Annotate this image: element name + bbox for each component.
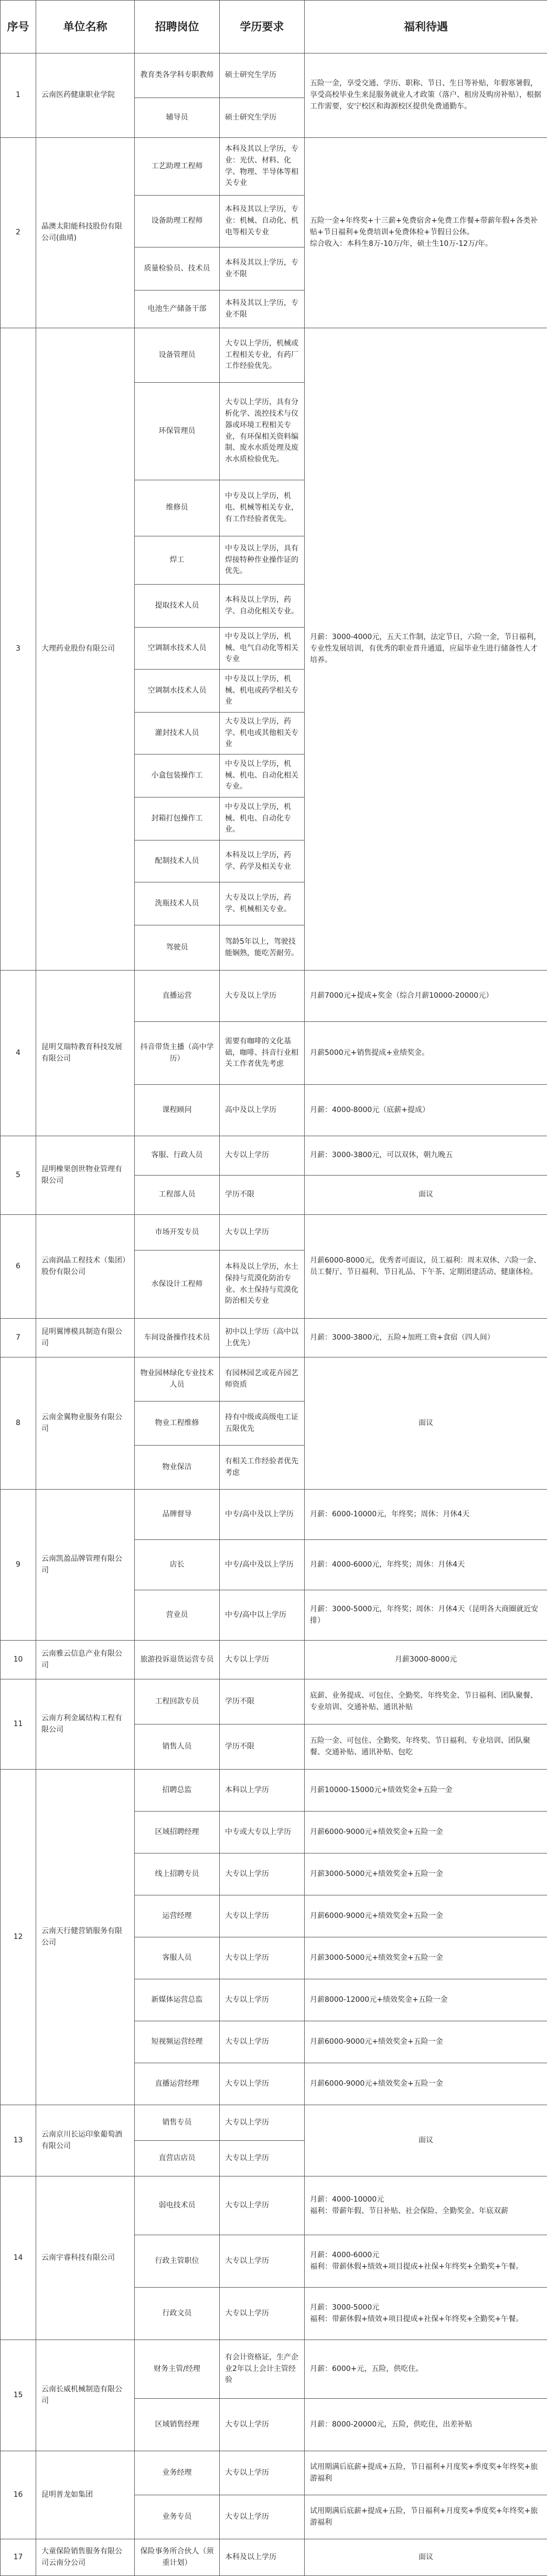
compensation: 月薪：3000-5000元 福利：带薪休假+绩效+项目提成+社保+年终奖+全勤奖+午餐。 <box>305 2288 547 2340</box>
education-requirement: 本科及其以上学历，专业不限 <box>220 290 305 328</box>
benefits: 月薪：3000-3800元，五险+加班工资+食宿（四人间） <box>305 1319 547 1357</box>
education-requirement: 大专及以上学历，药学、机电或其他相关专业 <box>220 713 305 755</box>
company-name: 大理药业股份有限公司 <box>36 328 135 971</box>
company-name: 大童保险销售服务有限公司云南分公司 <box>36 2539 135 2576</box>
position-title: 质量检验员、技术员 <box>135 247 220 290</box>
education-requirement: 初中以上学历（高中以上优先） <box>220 1319 305 1357</box>
compensation: 月薪：6000-10000元，年终奖；周休：月休4天 <box>305 1490 547 1540</box>
education-requirement: 学历不限 <box>220 1176 305 1215</box>
position-title: 辅导员 <box>135 98 220 138</box>
education-requirement: 驾龄5年以上，驾驶技能娴熟，能吃苦耐劳。 <box>220 925 305 971</box>
table-row <box>1 2539 547 2576</box>
compensation: 面议 <box>305 1176 547 1215</box>
position-title: 旅游投诉退货运营专员 <box>135 1641 220 1679</box>
compensation: 月薪：3000-5000元，年终奖；周休：月休4天（昆明各大商圈就近安排） <box>305 1590 547 1641</box>
education-requirement: 大专以上学历 <box>220 2399 305 2451</box>
compensation: 月薪：8000-20000元，五险，供吃住，出差补贴 <box>305 2399 547 2451</box>
company-name: 云南方利金属结构工程有限公司 <box>36 1679 135 1770</box>
education-requirement: 大专以上学历 <box>220 2141 305 2176</box>
header-benefits: 福利待遇 <box>305 1 547 53</box>
header-education: 学历要求 <box>220 1 305 53</box>
position-title: 财务主管/经理 <box>135 2340 220 2399</box>
position-title: 物业保洁 <box>135 1446 220 1490</box>
education-requirement: 大专以上学历 <box>220 1853 305 1895</box>
position-title: 教育类各学科专职教师 <box>135 53 220 98</box>
education-requirement: 大专以上学历 <box>220 1215 305 1251</box>
education-requirement: 中专及以上学历，机械、机电、自动化专业。 <box>220 797 305 840</box>
position-title: 直播运营经理 <box>135 2063 220 2105</box>
row-number: 8 <box>1 1357 36 1490</box>
education-requirement: 大专以上学历 <box>220 1937 305 1979</box>
position-title: 物业园林绿化专业技术人员 <box>135 1357 220 1402</box>
education-requirement: 大专以上学历 <box>220 2495 305 2539</box>
row-number: 10 <box>1 1641 36 1679</box>
position-title: 配制技术人员 <box>135 840 220 882</box>
education-requirement: 本科及其以上学历，专业不限 <box>220 247 305 290</box>
compensation: 底薪、业务提成、可包住、全勤奖、年终奖金、节日福利、团队聚餐、专业培训、交通补贴、通讯补贴 <box>305 1679 547 1724</box>
row-number: 6 <box>1 1215 36 1319</box>
table-row <box>1 1490 547 1540</box>
row-number: 13 <box>1 2105 36 2176</box>
company-name: 云南宇睿科技有限公司 <box>36 2176 135 2340</box>
position-title: 客服人员 <box>135 1937 220 1979</box>
position-title: 抖音带货主播（高中学历） <box>135 1022 220 1085</box>
table-row <box>1 1215 547 1251</box>
position-title: 新媒体运营总监 <box>135 1979 220 2021</box>
compensation: 月薪5000元+销售提成+业绩奖金。 <box>305 1022 547 1085</box>
position-title: 业务专员 <box>135 2495 220 2539</box>
education-requirement: 大专以上学历 <box>220 1979 305 2021</box>
table-row <box>1 1679 547 1724</box>
education-requirement: 大专以上学历，具有分析化学、流控技术与仪器或环境工程相关专业，有环保相关资料编制、废水水质处理及废水水质检验优先。 <box>220 383 305 480</box>
education-requirement: 大专以上学历 <box>220 1641 305 1679</box>
company-name: 云南天行健营销服务有限公司 <box>36 1770 135 2105</box>
position-title: 区域招聘经理 <box>135 1812 220 1853</box>
company-name: 昆明普龙如集团 <box>36 2451 135 2539</box>
education-requirement: 中专及以上学历，机电、机械等相关专业，有工作经验者优先。 <box>220 480 305 536</box>
education-requirement: 学历不限 <box>220 1724 305 1770</box>
compensation: 月薪6000-9000元+绩效奖金+五险一金 <box>305 2021 547 2063</box>
position-title: 销售人员 <box>135 1724 220 1770</box>
table-row <box>1 2340 547 2399</box>
table-row <box>1 2105 547 2141</box>
position-title: 驾驶员 <box>135 925 220 971</box>
row-number: 3 <box>1 328 36 971</box>
education-requirement: 大专以上学历 <box>220 2235 305 2288</box>
education-requirement: 本科及其以上学历，专业：机械、自动化、机电等相关专业 <box>220 196 305 247</box>
benefits: 五险一金+年终奖+十三薪+免费宿舍+免费工作餐+带薪年假+各类补贴+节日福利+免费培训+免费体检+节假日公休。 综合收入：本科生8万-10万/年，硕士生10万-12万/年。 <box>305 138 547 328</box>
table-row <box>1 328 547 383</box>
position-title: 销售专员 <box>135 2105 220 2141</box>
position-title: 品牌督导 <box>135 1490 220 1540</box>
benefits: 月薪3000-8000元 <box>305 1641 547 1679</box>
position-title: 工艺助理工程师 <box>135 138 220 196</box>
position-title: 短视频运营经理 <box>135 2021 220 2063</box>
company-name: 晶澳太阳能科技股份有限公司(曲靖) <box>36 138 135 328</box>
education-requirement: 大专以上学历 <box>220 2451 305 2495</box>
education-requirement: 有园林园艺或花卉园艺师资质 <box>220 1357 305 1402</box>
compensation: 月薪8000-12000元+绩效奖金+五险一金 <box>305 1979 547 2021</box>
table-row <box>1 2451 547 2495</box>
company-name: 昆明翼博模具制造有限公司 <box>36 1319 135 1357</box>
position-title: 行政文员 <box>135 2288 220 2340</box>
education-requirement: 高中及以上学历 <box>220 1085 305 1136</box>
education-requirement: 大专及以上学历 <box>220 971 305 1022</box>
education-requirement: 本科及以上学历，药学、药学及相关专业 <box>220 840 305 882</box>
education-requirement: 中专/高中及以上学历 <box>220 1490 305 1540</box>
position-title: 工程部人员 <box>135 1176 220 1215</box>
table-row <box>1 971 547 1022</box>
table-row <box>1 1319 547 1357</box>
position-title: 焊工 <box>135 536 220 585</box>
compensation: 月薪：3000-3800元，可以双休，朝九晚五 <box>305 1136 547 1176</box>
table-row <box>1 1357 547 1402</box>
position-title: 工程回款专员 <box>135 1679 220 1724</box>
table-header-row <box>1 1 547 53</box>
company-name: 云南长威机械制造有限公司 <box>36 2340 135 2451</box>
header-position: 招聘岗位 <box>135 1 220 53</box>
position-title: 运营经理 <box>135 1895 220 1937</box>
education-requirement: 中专及以上学历，机械、机电、自动化相关专业。 <box>220 755 305 797</box>
education-requirement: 本科及以上学历，水土保持与荒漠化防治专业、水土保持与荒漠化防治相关专业 <box>220 1251 305 1319</box>
header-company: 单位名称 <box>36 1 135 53</box>
position-title: 营业员 <box>135 1590 220 1641</box>
position-title: 招聘总监 <box>135 1770 220 1812</box>
position-title: 封箱打包操作工 <box>135 797 220 840</box>
position-title: 灌封技术人员 <box>135 713 220 755</box>
row-number: 11 <box>1 1679 36 1770</box>
position-title: 设备管理员 <box>135 328 220 383</box>
compensation: 月薪10000-15000元+绩效奖金+五险一金 <box>305 1770 547 1812</box>
compensation: 五险一金、可包住、全勤奖、年终奖、节日福利、专业培训、团队聚餐、交通补贴、通讯补贴、包吃 <box>305 1724 547 1770</box>
compensation: 月薪7000元+提成+奖金（综合月薪10000-20000元） <box>305 971 547 1022</box>
education-requirement: 大专以上学历 <box>220 2176 305 2235</box>
row-number: 15 <box>1 2340 36 2451</box>
row-number: 9 <box>1 1490 36 1641</box>
education-requirement: 学历不限 <box>220 1679 305 1724</box>
education-requirement: 大专及以上学历，药学、机械相关专业。 <box>220 882 305 925</box>
education-requirement: 大专以上学历，机械或工程相关专业，有药厂工作经验优先。 <box>220 328 305 383</box>
position-title: 店长 <box>135 1540 220 1590</box>
row-number: 7 <box>1 1319 36 1357</box>
row-number: 1 <box>1 53 36 138</box>
position-title: 区域销售经理 <box>135 2399 220 2451</box>
education-requirement: 硕士研究生学历 <box>220 53 305 98</box>
compensation: 月薪6000-9000元+绩效奖金+五险一金 <box>305 1812 547 1853</box>
table-body <box>1 53 547 2576</box>
education-requirement: 大专以上学历 <box>220 1136 305 1176</box>
benefits: 面议 <box>305 2539 547 2576</box>
row-number: 14 <box>1 2176 36 2340</box>
company-name: 云南医药健康职业学院 <box>36 53 135 138</box>
position-title: 小盒包装操作工 <box>135 755 220 797</box>
education-requirement: 大专以上学历 <box>220 2021 305 2063</box>
education-requirement: 中专及以上学历，机械、机电或药学相关专业 <box>220 670 305 713</box>
education-requirement: 中专/高中及以上学历 <box>220 1540 305 1590</box>
position-title: 物业工程维修 <box>135 1402 220 1446</box>
benefits: 五险一金，享受交通、学历、职称、节日、生日等补贴，年假寒暑假，享受高校毕业生来昆服务就业人才政策（落户、租房及购房补贴），根据工作需要，安宁校区和海源校区提供免费通勤车。 <box>305 53 547 138</box>
row-number: 17 <box>1 2539 36 2576</box>
compensation: 月薪：4000-8000元（底薪+提成） <box>305 1085 547 1136</box>
position-title: 市场开发专员 <box>135 1215 220 1251</box>
table-row <box>1 53 547 98</box>
table-row <box>1 138 547 196</box>
benefits: 面议 <box>305 1357 547 1490</box>
compensation: 月薪：6000+元，五险，供吃住。 <box>305 2340 547 2399</box>
position-title: 洗瓶技术人员 <box>135 882 220 925</box>
compensation: 试用期满后底薪+提成+五险，节日福利+月度奖+季度奖+年终奖+旅游福利 <box>305 2451 547 2495</box>
table-row <box>1 1136 547 1176</box>
row-number: 4 <box>1 971 36 1136</box>
company-name: 云南金翼物业服务有限公司 <box>36 1357 135 1490</box>
education-requirement: 需要有咖啡的文化基础，咖啡、抖音行业相关工作者优先考虑 <box>220 1022 305 1085</box>
position-title: 空调制水技术人员 <box>135 628 220 670</box>
position-title: 电池生产储备干部 <box>135 290 220 328</box>
position-title: 设备助理工程师 <box>135 196 220 247</box>
compensation: 月薪：4000-6000元，年终奖；周休：月休4天 <box>305 1540 547 1590</box>
position-title: 客服、行政人员 <box>135 1136 220 1176</box>
position-title: 线上招聘专员 <box>135 1853 220 1895</box>
position-title: 环保管理员 <box>135 383 220 480</box>
position-title: 车间设备操作技术员 <box>135 1319 220 1357</box>
row-number: 2 <box>1 138 36 328</box>
row-number: 5 <box>1 1136 36 1215</box>
company-name: 云南润晶工程技术（集团）股份有限公司 <box>36 1215 135 1319</box>
compensation: 月薪6000-9000元+绩效奖金+五险一金 <box>305 2063 547 2105</box>
education-requirement: 中专或大专以上学历 <box>220 1812 305 1853</box>
compensation: 月薪：4000-10000元 福利：带薪年假、节日补贴、社会保险、全勤奖金、年底双薪 <box>305 2176 547 2235</box>
compensation: 试用期满后底薪+提成+五险，节日福利+月度奖+季度奖+年终奖+旅游福利 <box>305 2495 547 2539</box>
row-number: 12 <box>1 1770 36 2105</box>
compensation: 月薪6000-9000元+绩效奖金+五险一金 <box>305 1895 547 1937</box>
position-title: 行政主管职位 <box>135 2235 220 2288</box>
company-name: 云南凯盈品牌管理有限公司 <box>36 1490 135 1641</box>
education-requirement: 持有中级或高级电工证五限优先 <box>220 1402 305 1446</box>
position-title: 空调制水技术人员 <box>135 670 220 713</box>
table-row <box>1 1641 547 1679</box>
education-requirement: 硕士研究生学历 <box>220 98 305 138</box>
benefits: 月薪：3000-4000元，五天工作制，法定节日，六险一金，节日福利，专业性发展培训，有优秀的职业晋升通道，应届毕业生进行储备性人才培养。 <box>305 328 547 971</box>
benefits: 月薪6000-8000元，优秀者可面议，员工福利：周末双休、六险一金、员工餐厅、节日福利、节日礼品、下午茶、定期团建活动、健康体检。 <box>305 1215 547 1319</box>
education-requirement: 有会计资格证，生产企业2年以上会计主管经验 <box>220 2340 305 2399</box>
education-requirement: 中专及以上学历，具有焊接特种作业操作证的优先。 <box>220 536 305 585</box>
education-requirement: 大专以上学历 <box>220 2063 305 2105</box>
position-title: 业务经理 <box>135 2451 220 2495</box>
compensation: 月薪：4000-6000元 福利：带薪休假+绩效+项目提成+社保+年终奖+全勤奖+午餐。 <box>305 2235 547 2288</box>
position-title: 课程顾问 <box>135 1085 220 1136</box>
benefits: 面议 <box>305 2105 547 2176</box>
education-requirement: 大专以上学历 <box>220 2105 305 2141</box>
education-requirement: 本科以上学历 <box>220 1770 305 1812</box>
position-title: 直营店店员 <box>135 2141 220 2176</box>
position-title: 提取技术人员 <box>135 585 220 628</box>
company-name: 昆明艾瑞特教育科技发展有限公司 <box>36 971 135 1136</box>
table-row <box>1 2176 547 2235</box>
company-name: 云南雅云信息产业有限公司 <box>36 1641 135 1679</box>
education-requirement: 本科及其以上学历，专业：光伏、材料、化学、物理、半导体等相关专业 <box>220 138 305 196</box>
table-row <box>1 1770 547 1812</box>
education-requirement: 本科及以上学历，药学、自动化相关专业。 <box>220 585 305 628</box>
row-number: 16 <box>1 2451 36 2539</box>
position-title: 弱电技术员 <box>135 2176 220 2235</box>
compensation: 月薪3000-5000元+绩效奖金+五险一金 <box>305 1853 547 1895</box>
education-requirement: 本科及以上学历 <box>220 2539 305 2576</box>
education-requirement: 中专及以上学历，机械、电气自动化等相关专业 <box>220 628 305 670</box>
position-title: 保险事务所合伙人（须重计划） <box>135 2539 220 2576</box>
education-requirement: 大专以上学历 <box>220 2288 305 2340</box>
position-title: 维修员 <box>135 480 220 536</box>
education-requirement: 大专以上学历 <box>220 1895 305 1937</box>
company-name: 云南京川长运印象葡萄酒有限公司 <box>36 2105 135 2176</box>
compensation: 月薪3000-5000元+绩效奖金+五险一金 <box>305 1937 547 1979</box>
education-requirement: 有相关工作经验者优先考虑 <box>220 1446 305 1490</box>
position-title: 直播运营 <box>135 971 220 1022</box>
education-requirement: 中专/高中以上学历 <box>220 1590 305 1641</box>
company-name: 昆明橡果创世物业管理有限公司 <box>36 1136 135 1215</box>
position-title: 水保设计工程师 <box>135 1251 220 1319</box>
header-no: 序号 <box>1 1 36 53</box>
